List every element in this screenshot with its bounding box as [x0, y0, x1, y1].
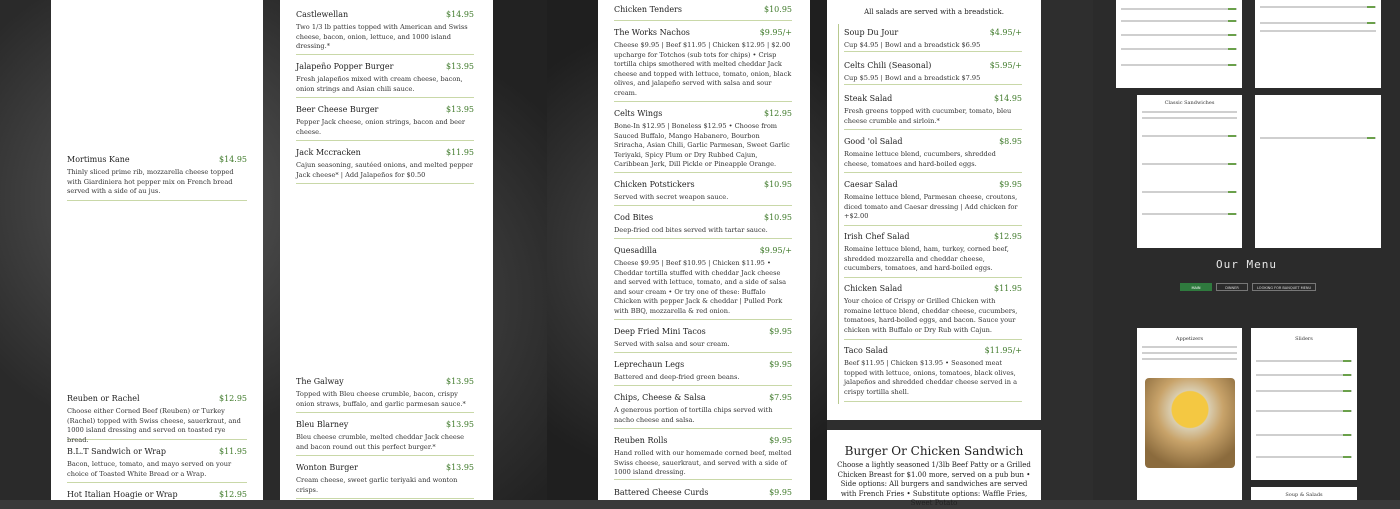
menu-item [614, 360, 792, 386]
menu-item [296, 148, 474, 184]
menu-item [614, 5, 792, 21]
accent-line [838, 24, 839, 404]
item-name: The Galway [296, 377, 344, 386]
item-name: Soup Du Jour [844, 28, 899, 37]
item-price: $13.95 [446, 62, 474, 71]
burger-menu-panel [280, 0, 493, 500]
item-name: Chicken Tenders [614, 5, 682, 14]
item-price: $12.95 [219, 394, 247, 403]
item-price: $12.95 [219, 490, 247, 499]
item-name: Jack Mccracken [296, 148, 361, 157]
item-name: Reuben Rolls [614, 436, 668, 445]
classic-sandwiches-thumbnail[interactable] [1137, 95, 1242, 248]
our-menu-title: Our Menu [1216, 258, 1277, 271]
item-desc: Choose either Corned Beef (Reuben) or Turkey (Rachel) topped with Swiss cheese, sauerkraut, and 1000 island dressing and served on toasted rye bread. [67, 407, 241, 444]
item-name: Chips, Cheese & Salsa [614, 393, 706, 402]
menu-item [296, 377, 474, 413]
menu-item [614, 327, 792, 353]
item-desc: Romaine lettuce blend, Parmesan cheese, croutons, diced tomato and Caesar dressing | Add chicken for +$2.00 [844, 193, 1018, 220]
salad-subtitle: All salads are served with a breadstick. [864, 8, 1004, 16]
section-subtitle: Choose a lightly seasoned 1/3lb Beef Patty or a Grilled Chicken Breast for $1.00 more, served on a pub bun • Side options: All burgers and sandwiches are served with French Fries • Substitute options: Waffle Fries, Sweet Potato [837, 461, 1031, 507]
appetizer-menu-panel [598, 0, 810, 500]
menu-item [844, 94, 1022, 130]
item-price: $12.95 [994, 232, 1022, 241]
menu-item [844, 180, 1022, 226]
item-price: $13.95 [446, 463, 474, 472]
menu-tab-banquet[interactable]: LOOKING FOR BANQUET MENU [1252, 283, 1316, 291]
item-desc: Topped with Bleu cheese crumble, bacon, crispy onion straws, buffalo, and garlic parmesan sauce.* [296, 390, 466, 408]
item-name: Battered Cheese Curds [614, 488, 709, 497]
thumb-heading: Classic Sandwiches [1164, 100, 1215, 106]
thumb-heading: Appetizers [1175, 336, 1204, 342]
menu-item [67, 490, 247, 504]
item-desc: Pepper Jack cheese, onion strings, bacon and beer cheese. [296, 118, 466, 136]
item-desc: Bacon, lettuce, tomato, and mayo served on your choice of Toasted White Bread or a Wrap. [67, 460, 232, 478]
item-name: Bleu Blarney [296, 420, 349, 429]
menu-tab-dinner[interactable]: DINNER [1216, 283, 1248, 291]
item-name: Celts Wings [614, 109, 663, 118]
item-desc: Cup $4.95 | Bowl and a breadstick $6.95 [844, 41, 981, 49]
item-name: Deep Fried Mini Tacos [614, 327, 706, 336]
item-price: $13.95 [446, 105, 474, 114]
menu-item [67, 447, 247, 483]
item-name: Beer Cheese Burger [296, 105, 379, 114]
item-name: Taco Salad [844, 346, 889, 355]
item-price: $9.95 [999, 180, 1022, 189]
item-desc: Beef $11.95 | Chicken $13.95 • Seasoned meat topped with lettuce, onions, tomatoes, black olives, jalapeños and shredded cheddar cheese served in a crispy tortilla shell. [844, 359, 1018, 396]
item-price: $12.95 [764, 109, 792, 118]
item-price: $8.95 [999, 137, 1022, 146]
item-price: $5.95/+ [989, 61, 1022, 70]
item-price: $14.95 [446, 10, 474, 19]
menu-item [844, 284, 1022, 340]
item-price: $9.95/+ [759, 28, 792, 37]
item-price: $9.95 [769, 436, 792, 445]
menu-thumbnail-top-right[interactable] [1255, 0, 1381, 88]
item-desc: Romaine lettuce blend, cucumbers, shredded cheese, tomatoes and hard-boiled eggs. [844, 150, 996, 168]
item-desc: Romaine lettuce blend, ham, turkey, corned beef, shredded mozzarella and cheddar cheese, cucumbers, tomatoes, and hard-boiled eggs. [844, 245, 1009, 272]
menu-item [67, 155, 247, 201]
item-name: Chicken Potstickers [614, 180, 695, 189]
thumb-heading: Sliders [1295, 336, 1313, 342]
item-price: $14.95 [994, 94, 1022, 103]
menu-thumbnail-right[interactable] [1255, 95, 1381, 248]
item-price: $10.95 [764, 213, 792, 222]
item-name: Irish Chef Salad [844, 232, 910, 241]
thumb-heading: Soup & Salads [1285, 492, 1323, 498]
sliders-thumbnail[interactable] [1251, 328, 1357, 480]
item-price: $9.95 [769, 488, 792, 497]
item-price: $11.95/+ [984, 346, 1022, 355]
item-name: B.L.T Sandwich or Wrap [67, 447, 167, 456]
item-desc: Hand rolled with our homemade corned beef, melted Swiss cheese, sauerkraut, and served with a side of 1000 island dressing. [614, 449, 792, 476]
item-desc: Cheese $9.95 | Beef $10.95 | Chicken $11.95 • Cheddar tortilla stuffed with cheddar Jack cheese and served with lettuce, tomato, and a side of salsa and sour cream • Or try one of these: Buffalo Chicken with pepper Jack & cheddar | Pulled Pork with BBQ, mozzarella & red onion. [614, 259, 787, 315]
item-desc: Your choice of Crispy or Grilled Chicken with romaine lettuce blend, cheddar cheese, cucumbers, tomatoes, hard-boiled eggs, and bacon. Sauce your chicken with Buffalo or Dry Rub with Cajun. [844, 297, 1018, 334]
item-name: Wonton Burger [296, 463, 358, 472]
item-name: Celts Chili (Seasonal) [844, 61, 932, 70]
section-title: Burger Or Chicken Sandwich [844, 444, 1024, 458]
menu-item [614, 246, 792, 320]
item-name: Jalapeño Popper Burger [296, 62, 394, 71]
menu-item [296, 62, 474, 98]
menu-item [296, 420, 474, 456]
item-desc: Battered and deep-fried green beans. [614, 373, 740, 381]
menu-item [614, 393, 792, 429]
menu-item [296, 105, 474, 141]
item-desc: Deep-fried cod bites served with tartar sauce. [614, 226, 768, 234]
item-name: Reuben or Rachel [67, 394, 140, 403]
menu-item [614, 180, 792, 206]
item-desc: Bleu cheese crumble, melted cheddar Jack cheese and bacon round out this perfect burger.* [296, 433, 465, 451]
item-price: $13.95 [446, 420, 474, 429]
menu-item [614, 436, 792, 480]
item-name: Good 'ol Salad [844, 137, 903, 146]
item-price: $9.95 [769, 327, 792, 336]
sandwich-menu-panel [51, 0, 263, 500]
soup-salad-panel [827, 0, 1041, 420]
item-name: Cod Bites [614, 213, 654, 222]
menu-item [844, 61, 1022, 85]
menu-item [614, 28, 792, 102]
menu-item [844, 28, 1022, 52]
item-desc: Thinly sliced prime rib, mozzarella cheese topped with Giardiniera hot pepper mix on French bread served with a side of au jus. [67, 168, 234, 195]
menu-item [844, 232, 1022, 278]
item-name: Mortimus Kane [67, 155, 130, 164]
menu-item [614, 213, 792, 239]
menu-tab-main[interactable]: MAIN [1180, 283, 1212, 291]
item-desc: Bone-In $12.95 | Boneless $12.95 • Choose from Sauced Buffalo, Mango Habanero, Bourbon Sriracha, Asian Chili, Garlic Parmesan, Sweet Garlic Teriyaki, Spicy Plum or Dry Rubbed Cajun, Caribbean Jerk, Dill Pickle or Pineapple Orange. [614, 122, 790, 168]
item-desc: Cup $5.95 | Bowl and a breadstick $7.95 [844, 74, 981, 82]
item-name: Caesar Salad [844, 180, 898, 189]
item-price: $14.95 [219, 155, 247, 164]
item-desc: Cajun seasoning, sautéed onions, and melted pepper Jack cheese* | Add Jalapeños for $0.50 [296, 161, 473, 179]
item-name: Chicken Salad [844, 284, 903, 293]
item-name: The Works Nachos [614, 28, 690, 37]
item-price: $10.95 [764, 180, 792, 189]
item-price: $13.95 [446, 377, 474, 386]
item-desc: Cream cheese, sweet garlic teriyaki and wonton crisps. [296, 476, 458, 494]
item-price: $9.95 [769, 360, 792, 369]
item-price: $9.95/+ [759, 246, 792, 255]
item-desc: Served with salsa and sour cream. [614, 340, 730, 348]
item-name: Steak Salad [844, 94, 893, 103]
item-name: Castlewellan [296, 10, 349, 19]
menu-item [844, 346, 1022, 402]
soup-salads-thumbnail[interactable] [1251, 487, 1357, 500]
item-price: $4.95/+ [989, 28, 1022, 37]
item-price: $7.95 [769, 393, 792, 402]
item-desc: Fresh greens topped with cucumber, tomato, bleu cheese crumble and sirloin.* [844, 107, 1012, 125]
menu-thumbnail-top-left[interactable] [1116, 0, 1242, 88]
menu-item [296, 463, 474, 499]
item-name: Leprechaun Legs [614, 360, 685, 369]
item-price: $11.95 [446, 148, 474, 157]
item-desc: Cheese $9.95 | Beef $11.95 | Chicken $12.95 | $2.00 upcharge for Totchos (sub tots for chips) • Crisp tortilla chips smothered with melted cheddar Jack cheese and topped with lettuce, tomato, onion, black olives, and jalapeño served with salsa and sour cream. [614, 41, 792, 97]
item-price: $11.95 [994, 284, 1022, 293]
item-price: $11.95 [219, 447, 247, 456]
burger-section-panel [827, 430, 1041, 507]
item-price: $10.95 [764, 5, 792, 14]
menu-item [614, 109, 792, 173]
appetizer-photo [1145, 378, 1235, 468]
menu-item [296, 10, 474, 55]
item-name: Hot Italian Hoagie or Wrap [67, 490, 178, 499]
item-desc: A generous portion of tortilla chips served with nacho cheese and salsa. [614, 406, 773, 424]
menu-item [844, 137, 1022, 173]
menu-item [67, 394, 247, 444]
item-desc: Two 1/3 lb patties topped with American and Swiss cheese, bacon, onion, lettuce, and 1000 island dressing.* [296, 23, 468, 50]
item-desc: Fresh jalapeños mixed with cream cheese, bacon, onion strings and Asian chili sauce. [296, 75, 463, 93]
item-desc: Served with secret weapon sauce. [614, 193, 729, 201]
item-name: Quesadilla [614, 246, 657, 255]
